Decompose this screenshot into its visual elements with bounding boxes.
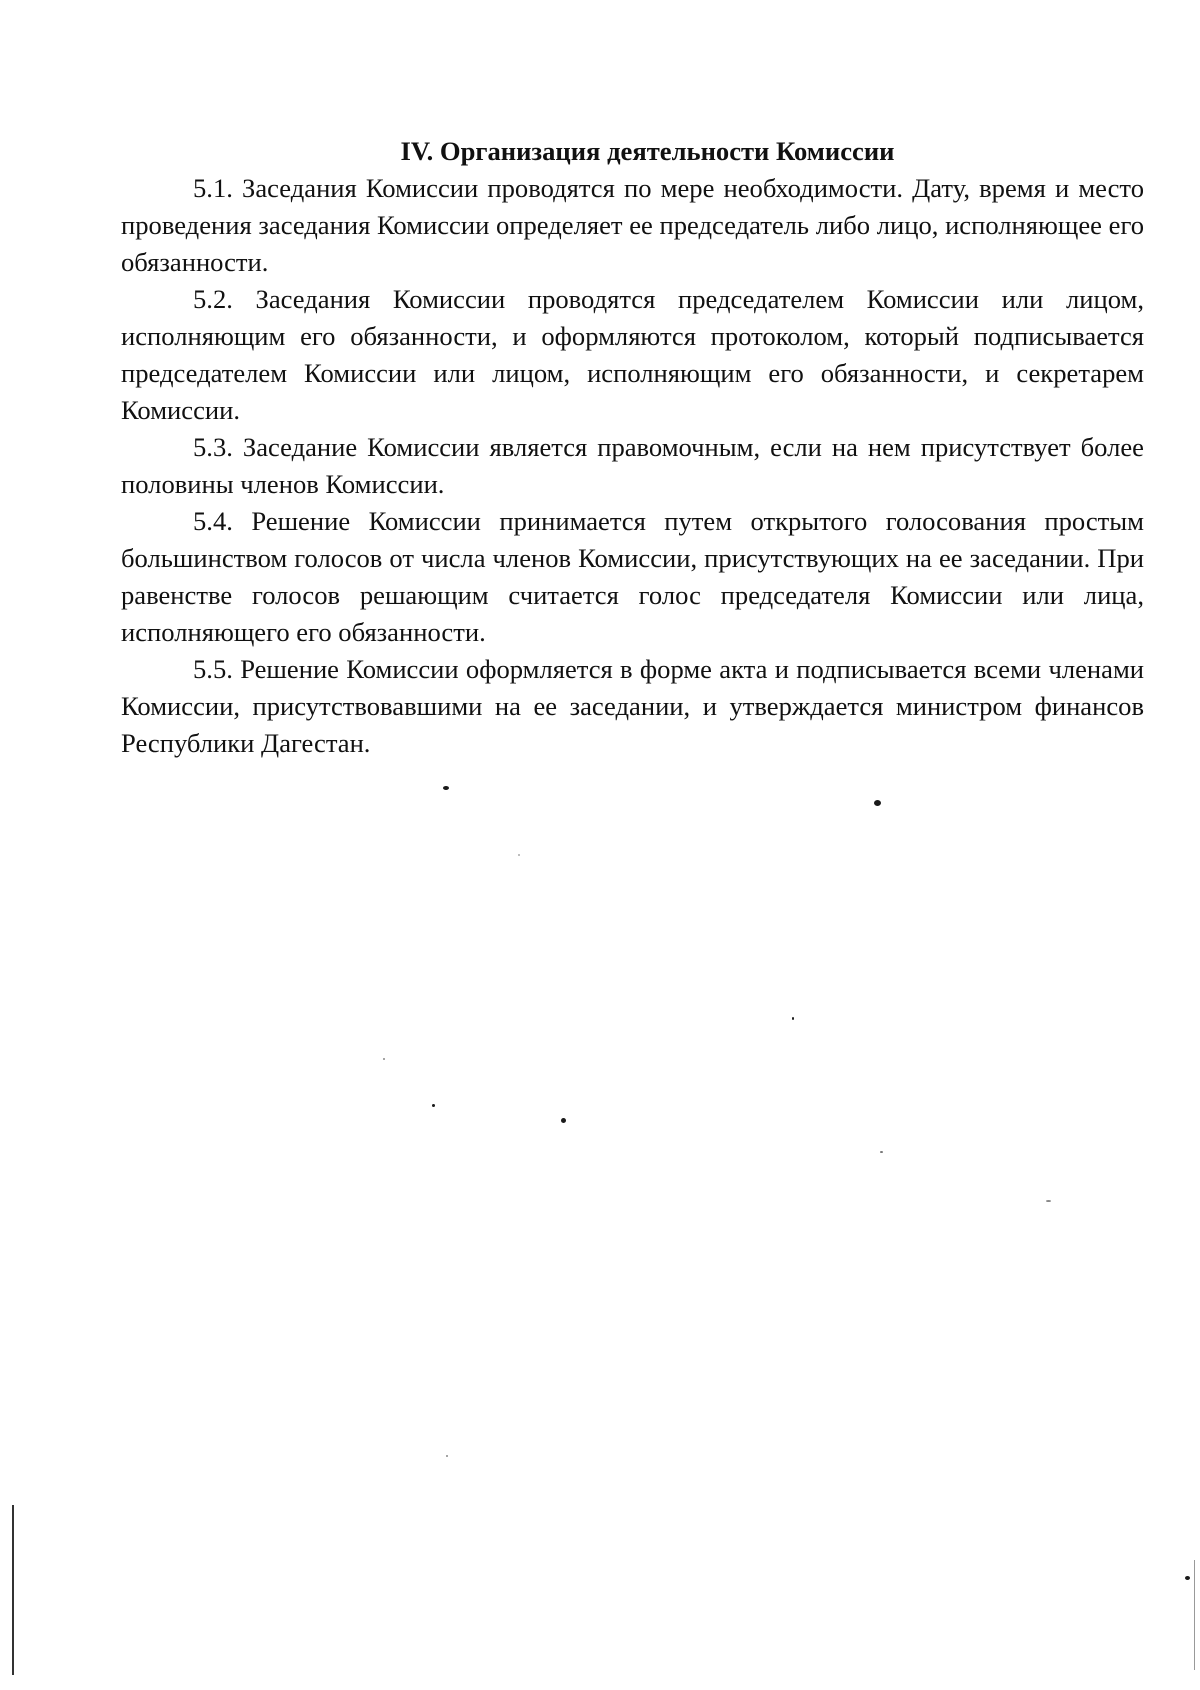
scan-edge-line xyxy=(12,1505,14,1675)
scan-speck xyxy=(446,1455,448,1457)
scan-speck xyxy=(874,800,881,806)
scan-speck xyxy=(383,1058,385,1060)
scan-speck xyxy=(792,1017,794,1020)
paragraph-5-3: 5.3. Заседание Комиссии является правомочным, если на нем присутствует более половины членов Комиссии. xyxy=(121,432,1144,499)
scan-speck xyxy=(432,1104,435,1107)
scan-speck xyxy=(1046,1200,1051,1202)
paragraph-5-1: 5.1. Заседания Комиссии проводятся по мере необходимости. Дату, время и место проведения заседания Комиссии определяет ее председатель либо лицо, исполняющее его обязанности. xyxy=(121,173,1144,277)
scan-speck xyxy=(880,1151,883,1153)
document-body xyxy=(121,132,1144,762)
section-heading: IV. Организация деятельности Комиссии xyxy=(400,136,895,166)
scan-speck xyxy=(561,1118,566,1123)
paragraph-5-4: 5.4. Решение Комиссии принимается путем открытого голосования простым большинством голосов от числа членов Комиссии, присутствующих на ее заседании. При равенстве голосов решающим считается голос председателя Комиссии или лица, исполняющего его обязанности. xyxy=(121,506,1144,647)
scan-speck xyxy=(1185,1576,1190,1580)
paragraph-5-5: 5.5. Решение Комиссии оформляется в форме акта и подписывается всеми членами Комиссии, присутствовавшими на ее заседании, и утверждается министром финансов Республики Дагестан. xyxy=(121,654,1144,758)
scan-edge-line xyxy=(1194,1560,1195,1670)
scan-speck xyxy=(443,786,449,790)
scan-speck xyxy=(518,854,520,856)
paragraph-5-2: 5.2. Заседания Комиссии проводятся председателем Комиссии или лицом, исполняющим его обязанности, и оформляются протоколом, который подписывается председателем Комиссии или лицом, исполняющим его обязанности, и секретарем Комиссии. xyxy=(121,284,1144,425)
